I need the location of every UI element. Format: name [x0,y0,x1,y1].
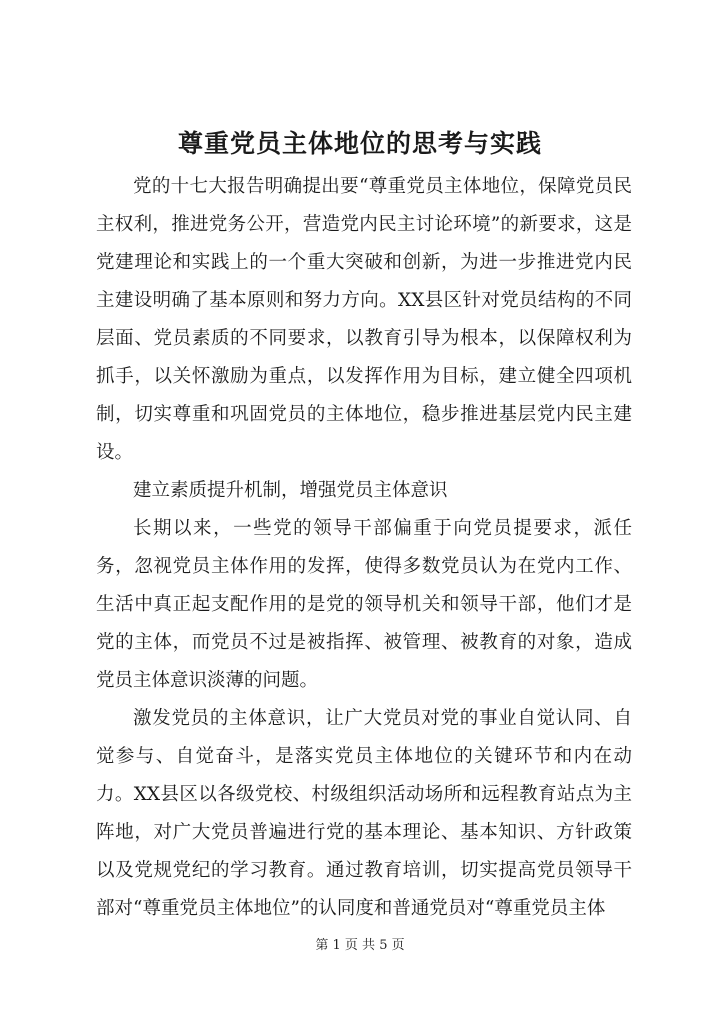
document-body [96,168,632,928]
section-heading: 建立素质提升机制，增强党员主体意识 [133,480,448,501]
document-title: 尊重党员主体地位的思考与实践 [177,129,542,158]
paragraph-intro: 党的十七大报告明确提出要“尊重党员主体地位，保障党员民主权利，推进党务公开，营造党内民主讨论环境”的新要求，这是党建理论和实践上的一个重大突破和创新，为进一步推进党内民主建设明确了基本原则和努力方向。XX县区针对党员结构的不同层面、党员素质的不同要求，以教育引导为根本，以保障权利为抓手，以关怀激励为重点，以发挥作用为目标，建立健全四项机制，切实尊重和巩固党员的主体地位，稳步推进基层党内民主建设。 [96,176,632,463]
page-number-footer: 第 1 页 共 5 页 [315,938,405,953]
paragraph-background: 长期以来，一些党的领导干部偏重于向党员提要求，派任务，忽视党员主体作用的发挥，使得多数党员认为在党内工作、生活中真正起支配作用的是党的领导机关和领导干部，他们才是党的主体，而党员不过是被指挥、被管理、被教育的对象，造成党员主体意识淡薄的问题。 [96,518,632,691]
paragraph-measures: 激发党员的主体意识，让广大党员对党的事业自觉认同、自觉参与、自觉奋斗，是落实党员主体地位的关键环节和内在动力。XX县区以各级党校、村级组织活动场所和远程教育站点为主阵地，对广大党员普遍进行党的基本理论、基本知识、方针政策以及党规党纪的学习教育。通过教育培训，切实提高党员领导干部对“尊重党员主体地位”的认同度和普通党员对“尊重党员主体 [96,708,632,919]
